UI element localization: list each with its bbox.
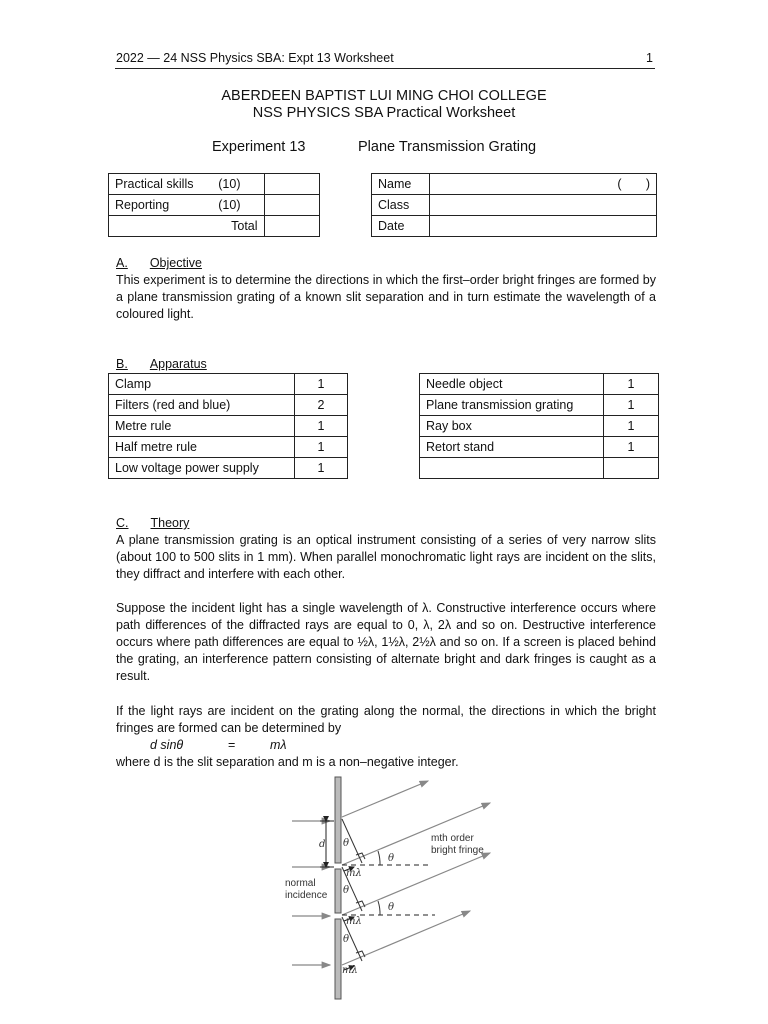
label-theta-3: θ — [343, 885, 350, 896]
apparatus-item — [420, 458, 604, 479]
student-info-table — [371, 173, 657, 237]
apparatus-row — [420, 395, 659, 416]
marks-score-cell[interactable] — [264, 195, 319, 216]
grating-equation — [150, 738, 287, 752]
theory-paragraph-3: If the light rays are incident on the grating along the normal, the directions in which the bright fringes are formed can be determined by — [116, 704, 656, 735]
apparatus-qty: 2 — [295, 395, 348, 416]
apparatus-row — [109, 458, 348, 479]
section-letter: C. — [116, 516, 129, 530]
apparatus-qty: 1 — [295, 374, 348, 395]
name-field[interactable] — [429, 174, 656, 195]
angle-arcs — [378, 851, 380, 915]
section-letter: B. — [116, 357, 128, 371]
date-label: Date — [372, 216, 430, 237]
label-theta-1: θ — [343, 838, 350, 849]
section-letter: A. — [116, 256, 128, 270]
marks-label: Reporting — [109, 195, 217, 216]
label-mlambda-3: mλ — [342, 965, 358, 976]
grating-slits — [335, 777, 341, 999]
marks-row — [109, 216, 320, 237]
class-field[interactable] — [429, 195, 656, 216]
diffracted-rays — [342, 781, 490, 965]
apparatus-item: Half metre rule — [109, 437, 295, 458]
label-theta-2: θ — [388, 853, 395, 864]
apparatus-row — [109, 374, 348, 395]
class-number-bracket: ( ) — [617, 177, 650, 191]
marks-label: Practical skills — [109, 174, 217, 195]
apparatus-row — [420, 437, 659, 458]
marks-table — [108, 173, 320, 237]
apparatus-qty: 1 — [295, 437, 348, 458]
marks-row — [109, 174, 320, 195]
marks-max: (10) — [216, 174, 264, 195]
apparatus-item: Ray box — [420, 416, 604, 437]
label-mlambda-2: mλ — [346, 916, 362, 927]
section-c-heading — [116, 516, 189, 530]
apparatus-row — [420, 458, 659, 479]
student-row — [372, 195, 657, 216]
marks-row — [109, 195, 320, 216]
label-normal-1: normal — [285, 878, 316, 889]
section-title: Objective — [149, 256, 202, 270]
objective-text: This experiment is to determine the directions in which the first–order bright fringes are formed by a plane transmission grating of a known slit separation and in turn estimate the wavelength of a coloured light. — [116, 273, 656, 321]
apparatus-item: Low voltage power supply — [109, 458, 295, 479]
label-fringe-1: mth order — [431, 833, 474, 844]
section-a-heading — [116, 256, 202, 270]
header-rule — [115, 68, 655, 69]
student-row — [372, 174, 657, 195]
label-theta-4: θ — [388, 902, 395, 913]
apparatus-qty: 1 — [604, 437, 659, 458]
class-label: Class — [372, 195, 430, 216]
marks-total-label: Total — [109, 216, 265, 237]
experiment-name: Plane Transmission Grating — [358, 139, 537, 155]
name-label: Name — [372, 174, 430, 195]
date-field[interactable] — [429, 216, 656, 237]
apparatus-item: Plane transmission grating — [420, 395, 604, 416]
formula-right: mλ — [270, 738, 287, 752]
apparatus-qty: 1 — [295, 458, 348, 479]
apparatus-qty: 1 — [295, 416, 348, 437]
theory-paragraph-1: A plane transmission grating is an optical instrument consisting of a series of very narrow slits (about 100 to 500 slits in 1 mm). When parallel monochromatic light rays are incident on the slits, they diffract and interfere with each other. — [116, 533, 656, 581]
apparatus-row — [109, 416, 348, 437]
label-normal-2: incidence — [285, 890, 328, 901]
apparatus-item: Retort stand — [420, 437, 604, 458]
page-number: 1 — [646, 51, 653, 65]
apparatus-row — [109, 395, 348, 416]
apparatus-qty: 1 — [604, 395, 659, 416]
apparatus-qty: 1 — [604, 416, 659, 437]
apparatus-qty: 1 — [604, 374, 659, 395]
apparatus-item: Needle object — [420, 374, 604, 395]
experiment-number: Experiment 13 — [212, 139, 306, 155]
apparatus-item: Filters (red and blue) — [109, 395, 295, 416]
worksheet-title: NSS PHYSICS SBA Practical Worksheet — [252, 105, 516, 121]
section-title: Apparatus — [149, 357, 207, 371]
marks-total-cell[interactable] — [264, 216, 319, 237]
apparatus-item: Metre rule — [109, 416, 295, 437]
label-fringe-2: bright fringe — [431, 845, 484, 856]
label-mlambda-1: mλ — [346, 868, 362, 879]
marks-score-cell[interactable] — [264, 174, 319, 195]
student-row — [372, 216, 657, 237]
grating-diagram — [280, 775, 510, 1003]
formula-equals: = — [228, 738, 236, 752]
label-d: d — [319, 839, 326, 850]
label-theta-5: θ — [343, 934, 350, 945]
apparatus-row — [420, 416, 659, 437]
theory-paragraph-2: Suppose the incident light has a single wavelength of λ. Constructive interference occurs where path differences of the diffracted rays are equal to 0, λ, 2λ and so on. Destructive interference occurs where path differences are equal to ½λ, 1½λ, 2½λ and so on. If a screen is placed behind the grating, an interference pattern consisting of alternate bright and dark fringes is caught as a result. — [116, 601, 656, 683]
apparatus-table-left — [108, 373, 348, 479]
formula-left: d sinθ — [150, 738, 184, 752]
apparatus-row — [109, 437, 348, 458]
apparatus-table-right — [419, 373, 659, 479]
marks-max: (10) — [216, 195, 264, 216]
running-header: 2022 — 24 NSS Physics SBA: Expt 13 Worksheet — [116, 51, 394, 65]
school-name: ABERDEEN BAPTIST LUI MING CHOI COLLEGE — [221, 88, 547, 104]
theory-paragraph-4: where d is the slit separation and m is a non–negative integer. — [116, 755, 459, 769]
apparatus-item: Clamp — [109, 374, 295, 395]
apparatus-qty — [604, 458, 659, 479]
apparatus-row — [420, 374, 659, 395]
section-title: Theory — [150, 516, 190, 530]
section-b-heading — [116, 357, 207, 371]
